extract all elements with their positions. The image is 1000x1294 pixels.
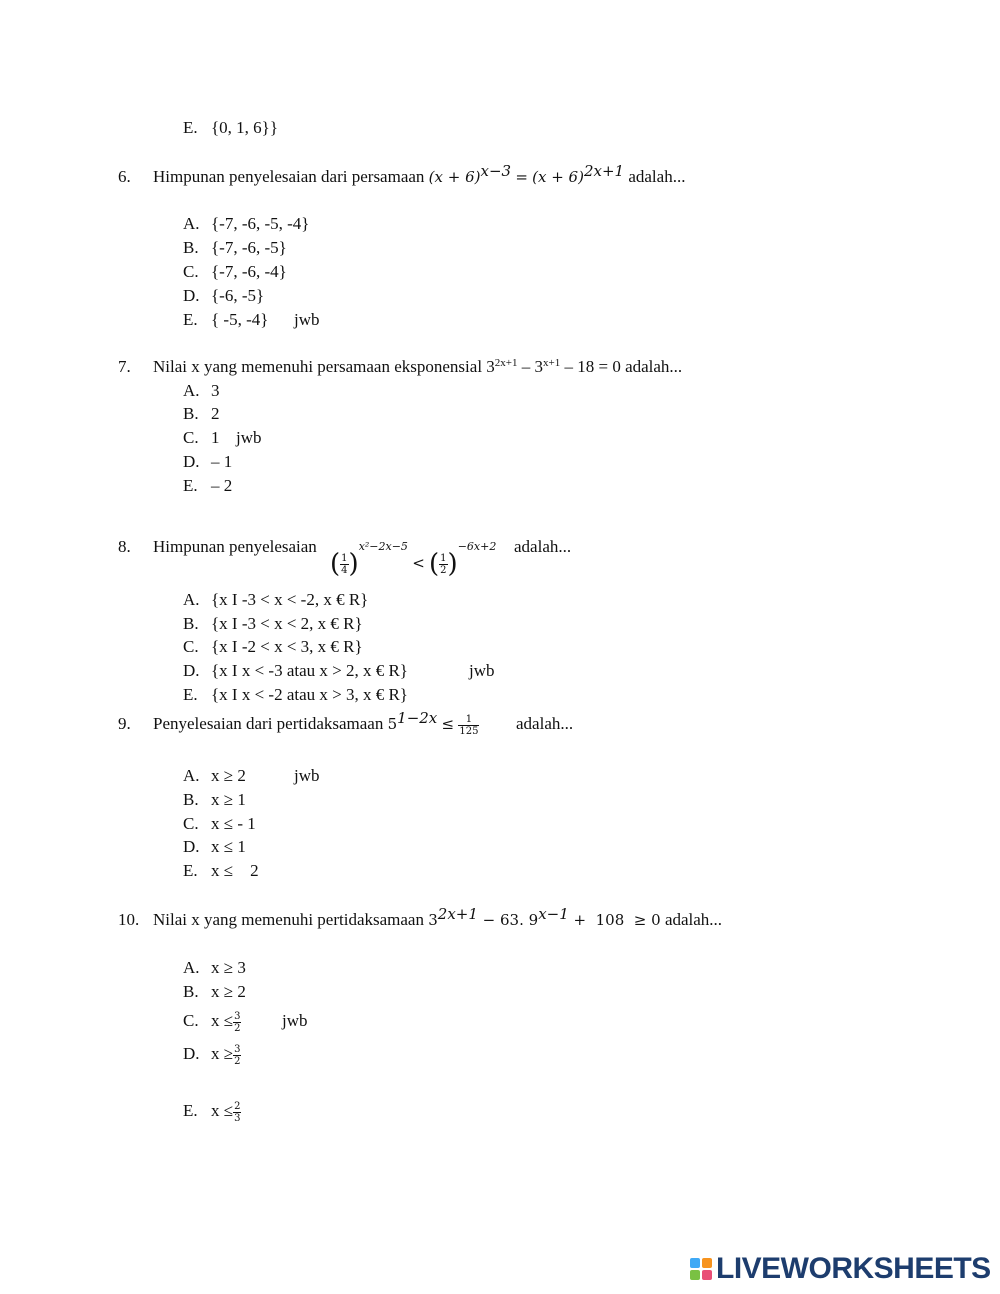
q10-option-e-prefix: x ≤: [211, 1101, 234, 1120]
q9-number: 9.: [118, 714, 131, 733]
logo-text: LIVEWORKSHEETS: [716, 1252, 991, 1285]
q10-option-e-fraction: [233, 1101, 241, 1124]
q8-paren-open-2: (: [429, 549, 440, 580]
q8-fraction-2: [439, 553, 447, 576]
q9-option-d-label: D.: [183, 837, 200, 856]
q6-text: Himpunan penyelesaian dari persamaan: [153, 167, 425, 186]
q7-option-c-value: 1: [211, 428, 220, 447]
q8-option-e-value: {x I x < -2 atau x > 3, x € R}: [211, 685, 408, 704]
q10-answer-mark: jwb: [282, 1011, 308, 1030]
q9-option-d-value: x ≤ 1: [211, 837, 246, 856]
q6-option-e-label: E.: [183, 310, 198, 329]
q7-exp2: x+1: [543, 357, 561, 369]
q10-t2: − 63. 9: [477, 911, 539, 929]
logo-mark-icon: [690, 1258, 712, 1280]
q8-text: Himpunan penyelesaian: [153, 537, 317, 556]
q6-eq: =: [515, 168, 528, 186]
q8-option-a-value: {x I -3 < x < -2, x € R}: [211, 590, 369, 609]
q10-text: Nilai x yang memenuhi pertidaksamaan: [153, 910, 424, 929]
q6-option-b-value: {-7, -6, -5}: [211, 238, 287, 257]
q8-paren-open-1: (: [330, 549, 341, 580]
q9-option-b-value: x ≥ 1: [211, 790, 246, 809]
q10-option-c-label: C.: [183, 1011, 199, 1030]
logo-square-1: [690, 1258, 700, 1268]
q7-text-a: Nilai x yang memenuhi persamaan eksponensial 3: [153, 357, 495, 376]
q9-option-e-value: x ≤ 2: [211, 861, 259, 880]
q7-option-b-value: 2: [211, 404, 220, 423]
q10-option-e-den: 3: [234, 1112, 241, 1124]
q8-option-d-label: D.: [183, 661, 200, 680]
q8-option-a-label: A.: [183, 590, 200, 609]
q8-fraction-1: [340, 553, 348, 576]
q6-tail: adalah...: [628, 167, 686, 186]
q7-option-d-value: – 1: [211, 452, 233, 471]
logo-square-3: [690, 1270, 700, 1280]
q10-t3: + 108 ≥ 0: [568, 911, 661, 929]
q9-le: ≤: [441, 715, 455, 733]
q8-option-b-label: B.: [183, 614, 199, 633]
q7-text-b: – 18 = 0 adalah...: [560, 357, 683, 376]
q7-mid: – 3: [517, 357, 544, 376]
q10-option-d-num: 3: [234, 1043, 241, 1055]
logo-square-4: [702, 1270, 712, 1280]
q10-option-a-label: A.: [183, 958, 200, 977]
q10-t1: 3: [428, 911, 438, 929]
q10-e1: 2x+1: [437, 905, 478, 923]
q8-option-d-value: {x I x < -3 atau x > 2, x € R}: [211, 661, 408, 680]
q7-option-e-label: E.: [183, 476, 198, 495]
q6-number: 6.: [118, 167, 131, 186]
q8-exp1: x²−2x−5: [358, 540, 408, 553]
q10-option-d-value: [211, 1037, 241, 1071]
q7-question: [153, 356, 682, 378]
q8-paren-close-1: ): [348, 549, 359, 580]
q6-rhs-base: (x + 6): [532, 168, 584, 186]
q6-option-e-value: { -5, -4}: [211, 310, 269, 329]
q7-number: 7.: [118, 357, 131, 376]
q6-option-a-value: {-7, -6, -5, -4}: [211, 214, 310, 233]
q9-option-b-label: B.: [183, 790, 199, 809]
q7-option-d-label: D.: [183, 452, 200, 471]
q6-option-c-label: C.: [183, 262, 199, 281]
logo-square-2: [702, 1258, 712, 1268]
q8-f2-num: 1: [440, 552, 447, 564]
q6-lhs-exp: x−3: [480, 162, 512, 180]
q10-option-c-prefix: x ≤: [211, 1011, 234, 1030]
q8-tail: adalah...: [514, 537, 572, 556]
q8-f1-den: 4: [341, 564, 348, 576]
q10-option-e-num: 2: [234, 1100, 241, 1112]
q6-rhs-exp: 2x+1: [583, 162, 625, 180]
q8-answer-mark: jwb: [469, 661, 495, 680]
prev-option-e-value: {0, 1, 6}}: [211, 118, 278, 137]
q10-option-a-value: x ≥ 3: [211, 958, 246, 977]
q10-number: 10.: [118, 910, 140, 929]
q10-option-c-value: [211, 1004, 241, 1038]
q6-answer-mark: jwb: [294, 310, 320, 329]
q9-tail: adalah...: [516, 714, 574, 733]
q7-option-e-value: – 2: [211, 476, 233, 495]
q9-option-c-label: C.: [183, 814, 199, 833]
q9-option-c-value: x ≤ - 1: [211, 814, 256, 833]
q6-question: [153, 162, 686, 188]
q7-option-c-label: C.: [183, 428, 199, 447]
q9-answer-mark: jwb: [294, 766, 320, 785]
q10-question: [153, 905, 723, 931]
q9-option-e-label: E.: [183, 861, 198, 880]
q10-option-b-label: B.: [183, 982, 199, 1001]
liveworksheets-logo: [690, 1254, 991, 1284]
q10-option-e-value: [211, 1094, 241, 1128]
q8-number: 8.: [118, 537, 131, 556]
q7-option-b-label: B.: [183, 404, 199, 423]
q6-lhs-base: (x + 6): [428, 168, 481, 186]
q6-option-b-label: B.: [183, 238, 199, 257]
q7-option-a-value: 3: [211, 381, 220, 400]
q8-lt: <: [412, 554, 425, 572]
q10-option-e-label: E.: [183, 1101, 198, 1120]
q9-option-a-label: A.: [183, 766, 200, 785]
q10-option-b-value: x ≥ 2: [211, 982, 246, 1001]
q10-option-c-den: 2: [234, 1022, 241, 1034]
q10-tail: adalah...: [664, 910, 723, 929]
q8-exp2: −6x+2: [457, 540, 497, 553]
q9-fraction: [458, 714, 479, 737]
q7-option-a-label: A.: [183, 381, 200, 400]
q8-option-b-value: {x I -3 < x < 2, x € R}: [211, 614, 363, 633]
q9-option-a-value: x ≥ 2: [211, 766, 246, 785]
prev-option-e-label: E.: [183, 118, 198, 137]
q9-base: 5: [387, 715, 398, 733]
q8-option-e-label: E.: [183, 685, 198, 704]
q9-exp: 1−2x: [397, 709, 438, 727]
q9-f-num: 1: [458, 714, 479, 726]
q7-answer-mark: jwb: [236, 428, 262, 447]
q7-exp1: 2x+1: [494, 357, 518, 369]
q9-text: Penyelesaian dari pertidaksamaan: [153, 714, 384, 733]
q10-option-d-den: 2: [234, 1055, 241, 1067]
q8-formula: [330, 528, 496, 582]
q10-option-d-label: D.: [183, 1044, 200, 1063]
q10-e2: x−1: [538, 905, 569, 923]
q8-f2-den: 2: [440, 564, 447, 576]
q8-f1-num: 1: [341, 552, 348, 564]
q8-paren-close-2: ): [447, 549, 458, 580]
q10-option-c-fraction: [233, 1011, 241, 1034]
q6-option-d-label: D.: [183, 286, 200, 305]
q8-option-c-value: {x I -2 < x < 3, x € R}: [211, 637, 363, 656]
q8-option-c-label: C.: [183, 637, 199, 656]
q9-question: [153, 709, 479, 737]
q6-option-d-value: {-6, -5}: [211, 286, 265, 305]
q9-f-den: 125: [459, 725, 479, 737]
q6-option-c-value: {-7, -6, -4}: [211, 262, 287, 281]
q6-option-a-label: A.: [183, 214, 200, 233]
q10-option-d-prefix: x ≥: [211, 1044, 234, 1063]
q10-option-c-num: 3: [234, 1010, 241, 1022]
q10-option-d-fraction: [233, 1044, 241, 1067]
